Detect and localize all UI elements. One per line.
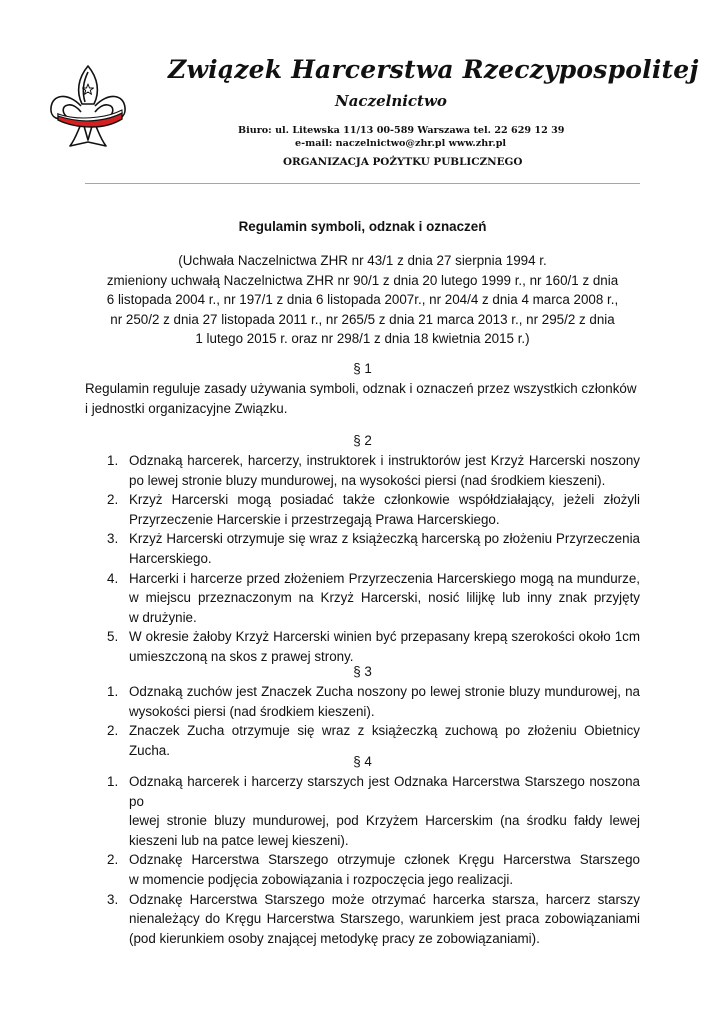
item-line: Odznaką zuchów jest Znaczek Zucha noszony po lewej stronie bluzy mundurowej, na	[129, 684, 640, 699]
item-line: Odznaką harcerek, harcerzy, instruktorek i instruktorów jest Krzyż Harcerski noszony	[129, 453, 640, 468]
resolution-line: 6 listopada 2004 r., nr 197/1 z dnia 6 listopada 2007r., nr 204/4 z dnia 4 marca 2008 r.,	[106, 292, 619, 308]
paragraph-line: Regulamin reguluje zasady używania symboli, odznak i oznaczeń przez wszystkich członków	[85, 381, 637, 396]
item-line: Odznakę Harcerstwa Starszego otrzymuje członek Kręgu Harcerstwa Starszego	[129, 852, 640, 868]
item-line: Odznaką harcerek i harcerzy starszych jest Odznaka Harcerstwa Starszego noszona po	[129, 774, 640, 809]
list-item	[85, 490, 640, 529]
item-number: 4.	[107, 570, 119, 586]
office-address: Biuro: ul. Litewska 11/13 00-589 Warszawa tel. 22 629 12 39	[238, 125, 565, 136]
item-number: 2.	[107, 723, 119, 739]
item-line: w drużynie.	[129, 609, 197, 625]
list-item	[85, 627, 640, 666]
list-item	[85, 890, 640, 949]
item-number: 3.	[107, 531, 119, 547]
section-mark: § 2	[353, 433, 372, 448]
item-line: kieszeni lub na patce lewej kieszeni).	[129, 832, 349, 848]
item-number: 1.	[107, 684, 119, 699]
item-number: 2.	[107, 852, 119, 868]
resolution-line: nr 250/2 z dnia 27 listopada 2011 r., nr 265/5 z dnia 21 marca 2013 r., nr 295/2 z dnia	[110, 311, 615, 327]
item-line: Harcerki i harcerze przed złożeniem Przyrzeczenia Harcerskiego mogą na mundurze,	[129, 570, 640, 586]
list-item	[85, 569, 640, 628]
item-line: umieszczoną na skos z prawej strony.	[129, 648, 354, 664]
item-number: 1.	[107, 774, 119, 789]
resolution-note	[85, 251, 640, 349]
item-line: Znaczek Zucha otrzymuje się wraz z książeczką zuchową po złożeniu Obietnicy Zucha.	[129, 723, 640, 758]
organization-unit: Naczelnictwo	[335, 92, 447, 110]
list-item	[85, 529, 640, 568]
list-item	[85, 850, 640, 889]
item-line: w momencie podjęcia zobowiązania i rozpoczęcia jego realizacji.	[129, 871, 514, 887]
item-line: Harcerskiego.	[129, 550, 212, 566]
item-line: W okresie żałoby Krzyż Harcerski winien być przepasany krepą szerokości około 1cm	[129, 629, 640, 645]
resolution-line: zmieniony uchwałą Naczelnictwa ZHR nr 90/1 z dnia 20 lutego 1999 r., nr 160/1 z dnia	[106, 272, 619, 288]
item-number: 3.	[107, 891, 119, 907]
item-line: lewej stronie bluzy mundurowej, pod Krzyżem Harcerskim (na środku fałdy lewej	[129, 813, 640, 829]
public-benefit-label: ORGANIZACJA POŻYTKU PUBLICZNEGO	[283, 156, 523, 168]
fleur-de-lis-icon	[48, 64, 128, 150]
list-item	[85, 682, 640, 721]
item-number: 2.	[107, 492, 119, 508]
item-line: nienależący do Kręgu Harcerstwa Starszego, warunkiem jest praca zobowiązaniami	[129, 911, 640, 927]
item-line: (pod kierunkiem osoby znającej metodykę pracy ze zobowiązaniami).	[129, 930, 540, 946]
item-line: w miejscu przeznaczonym na Krzyż Harcerski, nosić lilijkę lub inny znak przyjęty	[129, 590, 640, 606]
list-item	[85, 451, 640, 490]
item-line: Odznakę Harcerstwa Starszego może otrzymać harcerka starsza, harcerz starszy	[129, 891, 640, 907]
section-mark: § 4	[353, 754, 372, 769]
item-line: wysokości piersi (nad środkiem kieszeni).	[129, 703, 375, 719]
document-title: Regulamin symboli, odznak i oznaczeń	[238, 219, 487, 234]
section-list	[85, 451, 640, 667]
section-mark: § 3	[353, 664, 372, 679]
item-number: 5.	[107, 629, 119, 645]
header-divider	[85, 183, 640, 184]
section-list	[85, 772, 640, 948]
paragraph-line: i jednostki organizacyjne Związku.	[85, 400, 288, 416]
section-paragraph	[85, 379, 640, 418]
item-line: po lewej stronie bluzy mundurowej, na wysokości piersi (nad środkiem kieszeni).	[129, 472, 606, 488]
list-item	[85, 772, 640, 850]
item-number: 1.	[107, 453, 119, 468]
item-line: Krzyż Harcerski otrzymuje się wraz z książeczką harcerską po złożeniu Przyrzeczenia	[129, 531, 640, 547]
resolution-line: 1 lutego 2015 r. oraz nr 298/1 z dnia 18 kwietnia 2015 r.)	[195, 331, 530, 347]
resolution-line: (Uchwała Naczelnictwa ZHR nr 43/1 z dnia 27 sierpnia 1994 r.	[178, 253, 547, 268]
item-line: Krzyż Harcerski mogą posiadać także członkowie współdziałający, jeżeli złożyli	[129, 492, 640, 508]
contact-line: e-mail: naczelnictwo@zhr.pl www.zhr.pl	[295, 138, 507, 149]
item-line: Przyrzeczenie Harcerskie i przestrzegają Prawa Harcerskiego.	[129, 511, 500, 527]
section-list	[85, 682, 640, 760]
organization-name: Związek Harcerstwa Rzeczypospolitej	[168, 55, 699, 84]
section-mark: § 1	[353, 361, 372, 376]
